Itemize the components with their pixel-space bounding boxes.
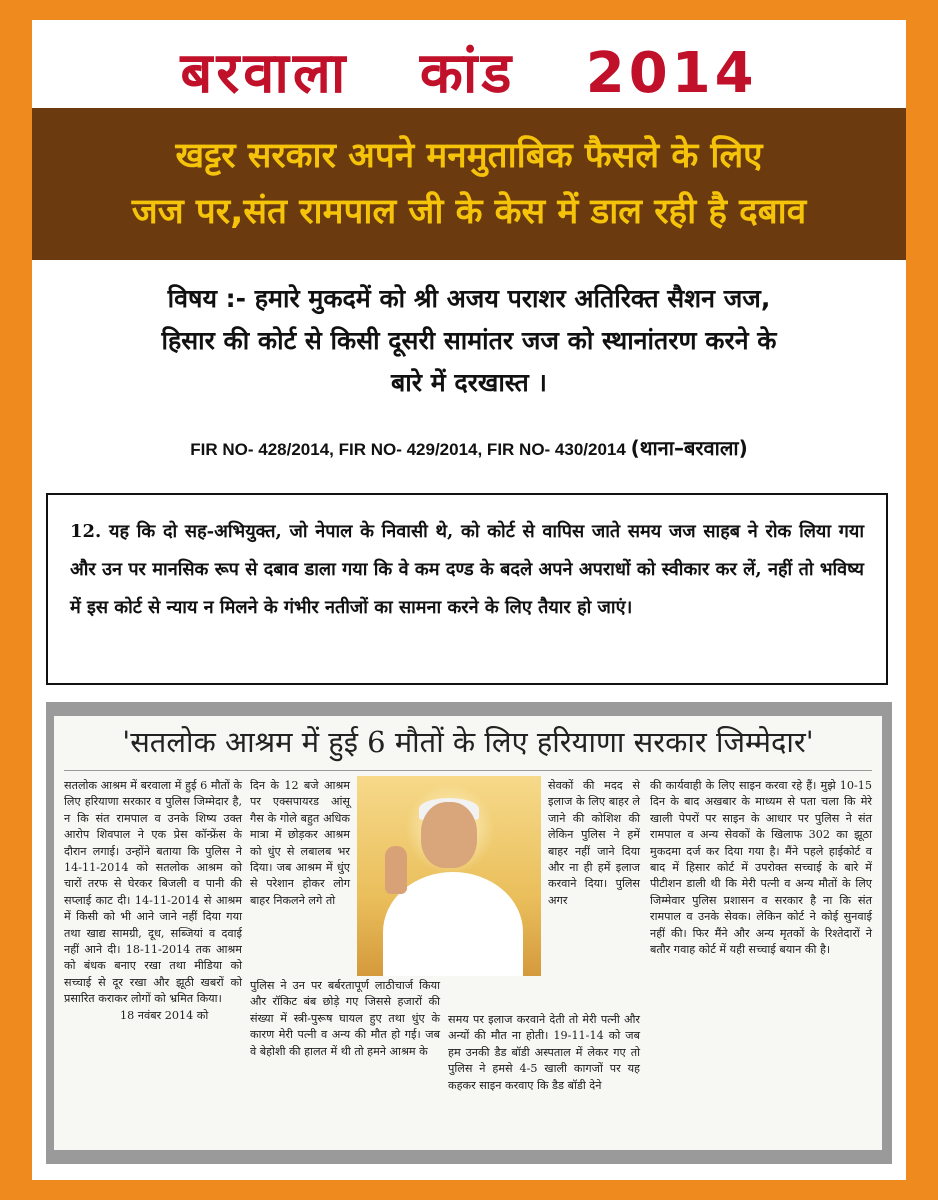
- headline-banner: [32, 108, 906, 260]
- newspaper-clipping: [54, 716, 882, 1150]
- petition-excerpt-box: [46, 493, 888, 685]
- clipping-column-1-end: 18 नवंबर 2014 को: [120, 1008, 209, 1022]
- poster-card: [32, 20, 906, 1180]
- banner-line-1: खट्टर सरकार अपने मनमुताबिक फैसले के लिए: [175, 136, 763, 176]
- fir-line: [32, 434, 906, 461]
- clipping-column-1-text: सतलोक आश्रम में बरवाला में हुई 6 मौतों के लिए हरियाणा सरकार व पुलिस जिम्मेदार है, न कि संत रामपाल व उनके शिष्य उक्त आरोप शिवपाल ने एक प्रेस कॉन्फ्रेंस के दौरान लगाई। उन्होंने बताया कि पुलिस ने 14-11-2014 को सतलोक आश्रम को चारों तरफ से घेरकर बिजली व पानी की सप्लाई काट दी। 14-11-2014 से आश्रम में किसी को भी आने जाने नहीं दिया गया तथा खाद्य सामग्री, दूध, सब्जियां व दवाई नहीं आने दी। 18-11-2014 तक आश्रम को बंधक बनाए रखा तथा मीडिया को सच्चाई से दूर रखा और झूठी खबरों को प्रसारित कराकर लोगों को भ्रमित किया।: [64, 779, 242, 1006]
- banner-line-2: जज पर,संत रामपाल जी के केस में डाल रही है दबाव: [131, 192, 807, 232]
- clipping-column-4: की कार्यवाही के लिए साइन करवा रहे हैं। मुझे 10-15 दिन के बाद अखबार के माध्यम से पता चला कि मेरे खाली पेपरों पर साइन के आधार पर पुलिस ने संत रामपाल व अन्य सेवकों के खिलाफ 302 का झूठा मुकदमा दर्ज कर दिया गया है। मैंने पहले हाईकोर्ट व बाद में हिसार कोर्ट में उपरोक्त सच्चाई के बारे में पीटीशन डाली थी कि मेरी पत्नी व अन्य मौतों के लिए जिम्मेवार पुलिस प्रशासन व सरकार है ना कि संत रामपाल व उनके सेवक। लेकिन कोर्ट ने कोई सुनवाई नहीं की। फिर मैंने और अन्य मृतकों के रिश्तेदारों ने बतौर गवाह कोर्ट में यही सच्चाई बयान की है।: [650, 779, 872, 957]
- subject-line-1: विषय :- हमारे मुकदमें को श्री अजय पराशर अतिरिक्त सैशन जज,: [167, 284, 771, 313]
- subject-block: [62, 278, 876, 404]
- clipping-headline: 'सतलोक आश्रम में हुई 6 मौतों के लिए हरियाणा सरकार जिम्मेदार': [122, 725, 814, 759]
- clipping-column-2-lower: पुलिस ने उन पर बर्बरतापूर्ण लाठीचार्ज किया और रॉकिट बंब छोड़े गए जिससे हजारों की संख्या में स्त्री-पुरूष घायल हुए तथा धुंए के कारण मेरी पत्नी व अन्य की मौत हो गई। जब वे बेहोशी की हालत में थी तो हमने आश्रम के: [250, 979, 440, 1058]
- clipping-column-2: दिन के 12 बजे आश्रम पर एक्सपायरड आंसू गैस के गोले बहुत अधिक मात्रा में छोड़कर आश्रम को धुंए से लबालब भर दिया। जब आश्रम में धुंए से परेशान होकर लोग बाहर निकलने लगे तो: [250, 779, 350, 907]
- clipping-column-1: [64, 778, 242, 1024]
- poster-title: बरवाला कांड 2014: [180, 41, 758, 106]
- subject-line-2: हिसार की कोर्ट से किसी दूसरी सामांतर जज को स्थानांतरण करने के: [161, 326, 777, 355]
- fir-station: (थाना–बरवाला): [630, 436, 748, 460]
- saint-photo: [357, 776, 541, 976]
- clipping-column-3: सेवकों की मदद से इलाज के लिए बाहर ले जाने की कोशिश की लेकिन पुलिस ने हमें बाहर नहीं जाने दिया और ना ही हमें इलाज करवाने दिया। पुलिस अगर: [548, 779, 640, 907]
- fir-numbers: FIR NO- 428/2014, FIR NO- 429/2014, FIR NO- 430/2014: [190, 440, 626, 459]
- clipping-column-3-lower: समय पर इलाज करवाने देती तो मेरी पत्नी और अन्यों की मौत ना होती। 19-11-14 को जब हम उनकी डैड बॉडी अस्पताल में लेकर गए तो पुलिस ने हमसे 4-5 खाली कागजों पर यह कहकर साइन करवाए कि डैड बॉडी देने: [448, 1013, 640, 1092]
- photo-blessing-hand: [385, 846, 407, 894]
- newspaper-clipping-frame: [46, 702, 892, 1164]
- photo-face: [421, 802, 477, 868]
- petition-paragraph: 12. यह कि दो सह-अभियुक्त, जो नेपाल के निवासी थे, को कोर्ट से वापिस जाते समय जज साहब ने रोक लिया गया और उन पर मानसिक रूप से दबाव डाला गया कि वे कम दण्ड के बदले अपने अपराधों को स्वीकार कर लें, नहीं तो भविष्य में इस कोर्ट से न्याय न मिलने के गंभीर नतीजों का सामना करने के लिए तैयार हो जाएं।: [70, 521, 864, 618]
- subject-line-3: बारे में दरखास्त ।: [391, 368, 547, 397]
- clipping-divider: [64, 770, 872, 771]
